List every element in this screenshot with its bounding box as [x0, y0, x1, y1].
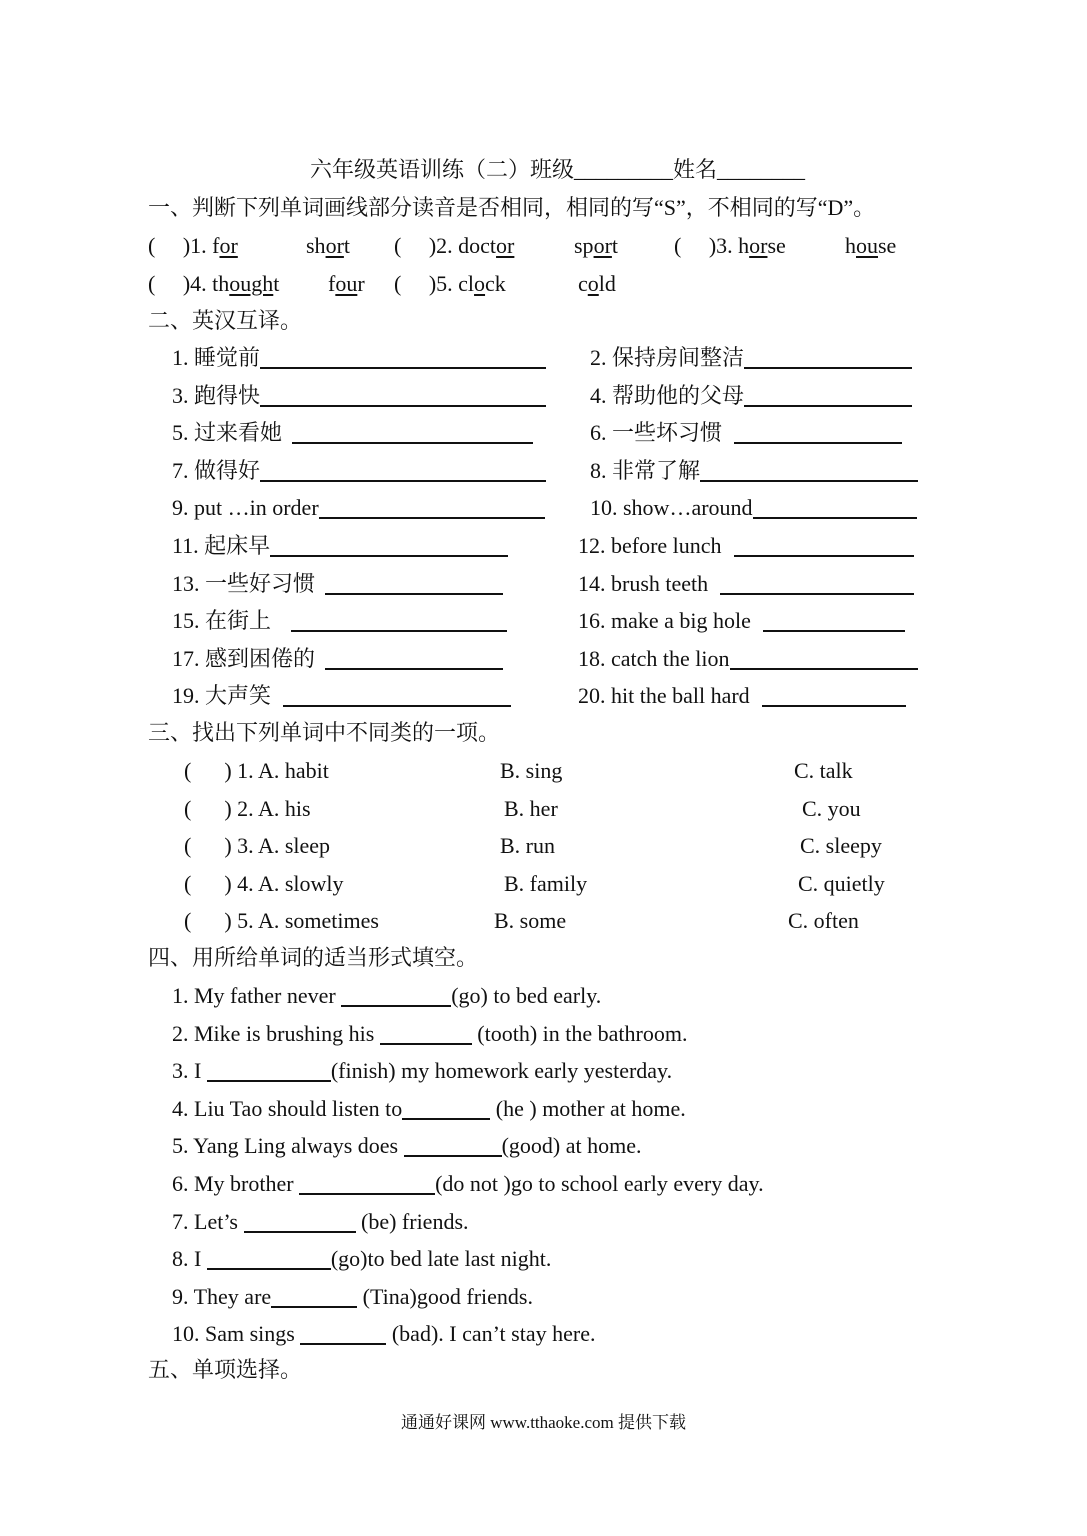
s2-right-item	[590, 456, 918, 486]
s1-item-4: ( )4. thought	[148, 271, 280, 296]
s1-word-b: short	[306, 233, 351, 258]
answer-blank[interactable]	[283, 683, 511, 707]
footer-text: 通通好课网 www.tthaoke.com 提供下载	[400, 1413, 687, 1432]
s4-text: 7. Let’s	[172, 1208, 244, 1234]
s4-text: (be) friends.	[355, 1208, 469, 1234]
s4-item	[172, 1319, 595, 1349]
s3-option-c: C. you	[802, 795, 861, 821]
s2-prompt: 3. 跑得快	[172, 382, 261, 408]
s4-text: (do not )go to school early every day.	[435, 1171, 764, 1196]
answer-blank[interactable]	[300, 1323, 386, 1345]
s1-word-b: sport	[574, 233, 619, 258]
s2-left-item	[172, 569, 503, 599]
answer-blank[interactable]	[271, 1286, 357, 1308]
s2-right-item	[578, 531, 914, 561]
s4-item	[172, 1094, 686, 1124]
s4-item	[172, 1056, 672, 1086]
s3-option-c: C. talk	[794, 758, 853, 783]
section-3-heading: 三、找出下列单词中不同类的一项。	[148, 720, 501, 745]
s3-question: ( ) 3. A. sleep	[184, 833, 331, 859]
s2-prompt: 12. before lunch	[578, 533, 722, 558]
s4-text: (go) to bed early.	[451, 983, 602, 1008]
s2-right-item	[590, 418, 902, 448]
s3-option-b: B. her	[504, 795, 558, 821]
s4-text: 6. My brother	[172, 1171, 300, 1196]
s2-left-item	[172, 606, 507, 636]
answer-blank[interactable]	[207, 1060, 331, 1082]
s4-item	[172, 981, 601, 1011]
section-1-heading: 一、判断下列单词画线部分读音是否相同，相同的写“S”，不相同的写“D”。	[148, 195, 876, 220]
s4-text: 9. They are	[172, 1283, 272, 1309]
s2-left-item	[172, 681, 511, 711]
s2-prompt: 13. 一些好习惯	[172, 570, 316, 596]
answer-blank[interactable]	[325, 571, 503, 595]
answer-blank[interactable]	[260, 383, 546, 407]
s2-prompt: 10. show…around	[590, 495, 753, 521]
s3-option-c: C. quietly	[798, 870, 885, 896]
s4-text: (he ) mother at home.	[490, 1095, 686, 1121]
s2-right-item	[578, 644, 918, 674]
answer-blank[interactable]	[744, 345, 912, 369]
s2-left-item	[172, 493, 545, 523]
s2-left-item	[172, 644, 503, 674]
answer-blank[interactable]	[270, 533, 508, 557]
s4-text: 4. Liu Tao should listen to	[172, 1095, 403, 1121]
s4-text: (tooth) in the bathroom.	[471, 1020, 688, 1046]
section-4-heading: 四、用所给单词的适当形式填空。	[148, 945, 479, 970]
s4-text: (good) at home.	[501, 1133, 642, 1159]
s1-word-b: house	[845, 233, 897, 258]
s2-prompt: 5. 过来看她	[172, 420, 283, 446]
s4-text: 1. My father never	[172, 983, 342, 1008]
s2-prompt: 17. 感到困倦的	[172, 645, 316, 671]
s2-prompt: 1. 睡觉前	[172, 345, 261, 370]
answer-blank[interactable]	[299, 1173, 435, 1195]
s2-left-item	[172, 343, 546, 373]
s3-option-c: C. often	[788, 908, 859, 934]
s4-item	[172, 1207, 469, 1237]
s2-prompt: 2. 保持房间整洁	[590, 345, 745, 370]
s1-word-b: four	[328, 271, 365, 296]
s2-left-item	[172, 418, 533, 448]
answer-blank[interactable]	[292, 420, 533, 444]
s1-word-a: clock	[458, 271, 506, 296]
s2-prompt: 9. put …in order	[172, 495, 319, 521]
s2-prompt: 7. 做得好	[172, 457, 261, 483]
s3-option-b: B. run	[500, 833, 555, 859]
answer-blank[interactable]	[762, 683, 906, 707]
answer-blank[interactable]	[325, 646, 503, 670]
s2-prompt: 19. 大声笑	[172, 683, 272, 709]
s2-right-item	[578, 606, 905, 636]
section-5-heading: 五、单项选择。	[148, 1357, 303, 1382]
s2-right-item	[590, 493, 917, 523]
answer-blank[interactable]	[730, 646, 918, 670]
answer-blank[interactable]	[244, 1211, 356, 1233]
answer-blank[interactable]	[763, 608, 905, 632]
answer-blank[interactable]	[260, 458, 546, 482]
answer-blank[interactable]	[319, 495, 545, 519]
s2-prompt: 6. 一些坏习惯	[590, 420, 723, 446]
s1-word-a: doctor	[458, 233, 515, 258]
s3-question: ( ) 1. A. habit	[184, 758, 329, 783]
s2-left-item	[172, 456, 546, 486]
s2-left-item	[172, 381, 546, 411]
s4-text: (finish) my homework early yesterday.	[330, 1058, 673, 1084]
s2-prompt: 20. hit the ball hard	[578, 683, 750, 709]
answer-blank[interactable]	[260, 345, 546, 369]
s4-text: (bad). I can’t stay here.	[386, 1321, 596, 1347]
s1-word-a: thought	[212, 271, 280, 296]
s2-prompt: 11. 起床早	[172, 533, 271, 558]
s1-item-5: ( )5. clock	[394, 271, 506, 296]
answer-blank[interactable]	[700, 458, 918, 482]
answer-blank[interactable]	[720, 571, 914, 595]
s4-text: (Tina)good friends.	[357, 1283, 533, 1309]
s2-right-item	[578, 569, 914, 599]
s2-prompt: 16. make a big hole	[578, 608, 751, 634]
s2-prompt: 18. catch the lion	[578, 645, 730, 671]
s3-option-b: B. some	[494, 908, 567, 934]
s4-item	[172, 1282, 533, 1312]
answer-blank[interactable]	[404, 1135, 502, 1157]
s2-prompt: 8. 非常了解	[590, 457, 701, 483]
s1-item-3: ( )3. horse	[674, 233, 786, 258]
s4-text: 3. I	[172, 1058, 207, 1084]
page-title: 六年级英语训练（二）班级_________姓名________	[310, 157, 806, 182]
answer-blank[interactable]	[380, 1023, 472, 1045]
section-2-heading: 二、英汉互译。	[148, 308, 303, 333]
answer-blank[interactable]	[734, 533, 914, 557]
s3-option-b: B. sing	[500, 758, 563, 783]
answer-blank[interactable]	[734, 420, 902, 444]
s4-item	[172, 1019, 687, 1049]
answer-blank[interactable]	[341, 985, 451, 1007]
s1-item-1: ( )1. for	[148, 233, 238, 258]
s2-prompt: 4. 帮助他的父母	[590, 382, 745, 408]
answer-blank[interactable]	[753, 495, 917, 519]
answer-blank[interactable]	[291, 608, 507, 632]
s2-prompt: 14. brush teeth	[578, 570, 709, 596]
s1-word-b: cold	[578, 271, 616, 296]
s2-right-item	[590, 343, 912, 373]
s1-item-2: ( )2. doctor	[394, 233, 515, 258]
s3-question: ( ) 4. A. slowly	[184, 870, 344, 896]
s4-text: 2. Mike is brushing his	[172, 1020, 380, 1046]
s2-prompt: 15. 在街上	[172, 608, 272, 634]
s4-item	[172, 1244, 551, 1274]
s3-option-c: C. sleepy	[800, 833, 882, 859]
s2-right-item	[590, 381, 912, 411]
s3-option-b: B. family	[504, 870, 588, 896]
answer-blank[interactable]	[744, 383, 912, 407]
s1-word-a: horse	[738, 233, 786, 258]
s4-text: 8. I	[172, 1246, 207, 1272]
s4-text: 5. Yang Ling always does	[172, 1133, 404, 1159]
s4-item	[172, 1169, 764, 1199]
s2-left-item	[172, 531, 508, 561]
answer-blank[interactable]	[207, 1248, 331, 1270]
s4-text: (go)to bed late last night.	[330, 1246, 552, 1272]
s4-item	[172, 1131, 642, 1161]
answer-blank[interactable]	[402, 1098, 490, 1120]
s2-right-item	[578, 681, 906, 711]
s4-text: 10. Sam sings	[172, 1321, 301, 1347]
s1-word-a: for	[212, 233, 238, 258]
s3-question: ( ) 5. A. sometimes	[184, 908, 379, 934]
s3-question: ( ) 2. A. his	[184, 795, 311, 821]
